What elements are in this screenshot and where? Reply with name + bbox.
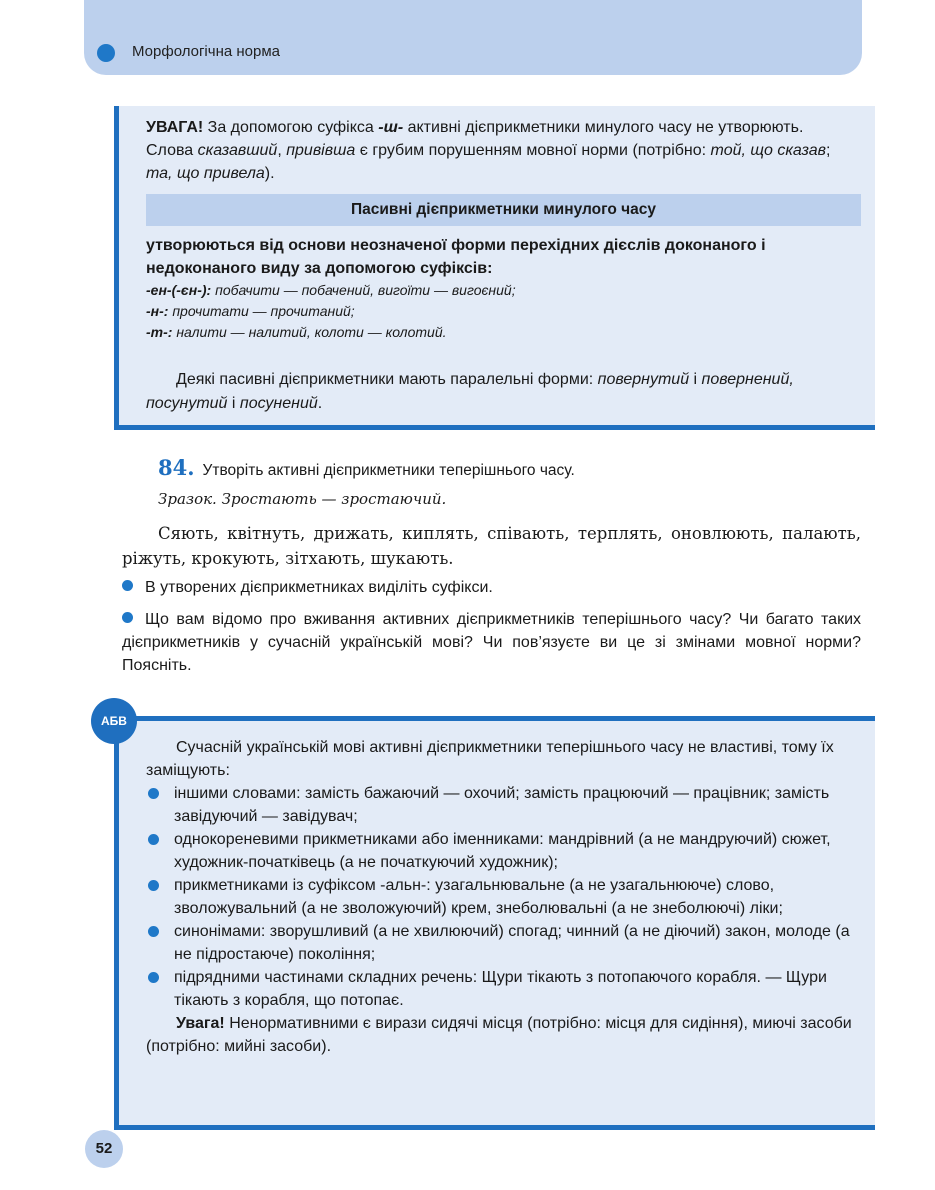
chapter-title: Морфологічна норма xyxy=(132,43,281,60)
rule-box xyxy=(114,106,875,430)
task-item: В утворених дієприкметниках виділіть суфікси. xyxy=(122,576,861,599)
bullet-icon xyxy=(148,834,159,845)
grammar-box-text: Сучасній українській мові активні дієприкметники теперішнього часу не властиві, тому їх заміщують: іншими словами: замість бажаючий — охочий; замість працюючий — працівник; замість завідуючий — завідувач; однокореневими прикметниками або іменниками: мандрівний (а не мандруючий) сюжет, художник-початківець (а не початкуючий художник); прикметниками із суфіксом -альн-: узагальнювальне (а не узагальнююче) слово, зволожувальний (а не зволожуючий) крем, знеболювальні (а не знеболюючі) ліки; синонімами: зворушливий (а не хвилюючий) спогад; чинний (а не діючий) закон, молоде (а не підростаюче) покоління; підрядними частинами складних речень: Щури тікають з потопаючого корабля. — Щури тікають з корабля, що потопає. Увага! Ненормативними є вирази сидячі місця (потрібно: місця для сидіння), миючі засоби (потрібно: мийні засоби). xyxy=(146,736,860,1058)
bullet-icon xyxy=(122,612,133,623)
exercise-heading: 84. Утворіть активні дієприкметники теперішнього часу. xyxy=(158,455,575,480)
bullet-icon xyxy=(148,788,159,799)
abv-books-icon: АБВ xyxy=(91,698,137,744)
parallel-forms-paragraph: Деякі пасивні дієприкметники мають паралельні форми: повернутий і повернений, посунутий і посунений. xyxy=(146,371,794,412)
passive-rule: утворюються від основи неозначеної форми перехідних дієслів доконаного і недоконаного виду за допомогою суфіксів: -ен-(-єн-): побачити — побачений, вигоїти — вигоєний; -н-: прочитати — прочитаний; -т-: налити — налитий, колоти — колотий. xyxy=(146,237,766,340)
bullet-icon xyxy=(122,580,133,591)
list-item: однокореневими прикметниками або іменниками: мандрівний (а не мандруючий) сюжет, художник-початківець (а не початкуючий художник); xyxy=(146,828,860,874)
list-item: підрядними частинами складних речень: Щури тікають з потопаючого корабля. — Щури тікають з корабля, що потопає. xyxy=(146,966,860,1012)
bullet-icon xyxy=(97,44,115,62)
note-paragraph: Увага! Ненормативними є вирази сидячі місця (потрібно: місця для сидіння), миючі засоби (потрібно: мийні засоби). xyxy=(146,1015,852,1055)
bullet-icon xyxy=(148,972,159,983)
section-subheading: Пасивні дієприкметники минулого часу xyxy=(146,194,861,226)
bullet-icon xyxy=(148,880,159,891)
task-item: Що вам відомо про вживання активних дієприкметників теперішнього часу? Чи багато таких дієприкметників у сучасній українській мові? Чи пов’язуєте ви це зі змінами мовної норми? Поясніть. xyxy=(122,611,861,674)
list-item: синонімами: зворушливий (а не хвилюючий) спогад; чинний (а не діючий) закон, молоде (а не підростаюче) покоління; xyxy=(146,920,860,966)
warning-paragraph: УВАГА! За допомогою суфікса -ш- активні дієприкметники минулого часу не утворюють. Слова сказавший, привівша є грубим порушенням мовної норми (потрібно: той, що сказав; та, що привела). xyxy=(146,119,831,182)
list-item: іншими словами: замість бажаючий — охочий; замість працюючий — працівник; замість завідуючий — завідувач; xyxy=(146,782,860,828)
exercise-words: Сяють, квітнуть, дрижать, киплять, співають, терплять, оновлюють, палають, ріжуть, крокують, зітхають, шукають. xyxy=(122,524,861,568)
chapter-header-bar xyxy=(84,0,862,75)
exercise-sample: Зразок. Зростають — зростаючий. xyxy=(158,490,447,508)
page-number: 52 xyxy=(85,1130,123,1168)
bullet-icon xyxy=(148,926,159,937)
list-item: прикметниками із суфіксом -альн-: узагальнювальне (а не узагальнююче) слово, зволожувальний (а не зволожуючий) крем, знеболювальні (а не знеболюючі) ліки; xyxy=(146,874,860,920)
